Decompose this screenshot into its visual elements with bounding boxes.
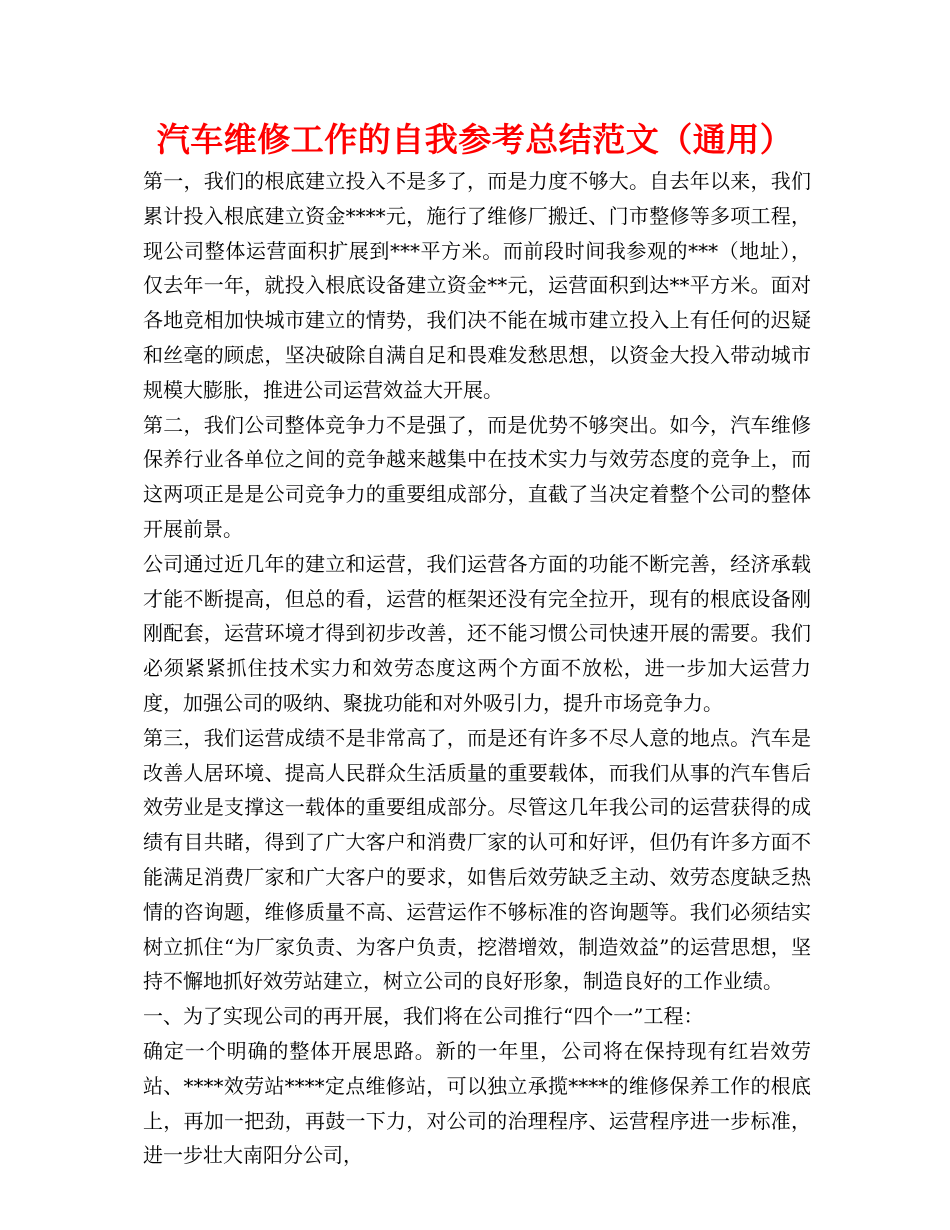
paragraph-6: 确定一个明确的整体开展思路。新的一年里，公司将在保持现有红岩效劳站、****效劳站****定点维修站，可以独立承揽****的维修保养工作的根底上，再加一把劲，再鼓一下力，对公司的治理程序、运营程序进一步标准，进一步壮大南阳分公司， [143,1038,811,1168]
document-body [143,164,811,1173]
paragraph-4: 第三，我们运营成绩不是非常高了，而是还有许多不尽人意的地点。汽车是改善人居环境、提高人民群众生活质量的重要载体，而我们从事的汽车售后效劳业是支撑这一载体的重要组成部分。尽管这几年我公司的运营获得的成绩有目共睹，得到了广大客户和消费厂家的认可和好评，但仍有许多方面不能满足消费厂家和广大客户的要求，如售后效劳缺乏主动、效劳态度缺乏热情的咨询题，维修质量不高、运营运作不够标准的咨询题等。我们必须结实树立抓住“为厂家负责、为客户负责，挖潜增效，制造效益”的运营思想，坚持不懈地抓好效劳站建立，树立公司的良好形象，制造良好的工作业绩。 [143,725,811,994]
paragraph-5: 一、为了实现公司的再开展，我们将在公司推行“四个一”工程： [143,1004,704,1029]
paragraph-2: 第二，我们公司整体竞争力不是强了，而是优势不够突出。如今，汽车维修保养行业各单位之间的竞争越来越集中在技术实力与效劳态度的竞争上，而这两项正是是公司竞争力的重要组成部分，直截了当决定着整个公司的整体开展前景。 [143,412,811,541]
paragraph-3: 公司通过近几年的建立和运营，我们运营各方面的功能不断完善，经济承载才能不断提高，但总的看，运营的框架还没有完全拉开，现有的根底设备刚刚配套，运营环境才得到初步改善，还不能习惯公司快速开展的需要。我们必须紧紧抓住技术实力和效劳态度这两个方面不放松，进一步加大运营力度，加强公司的吸纳、聚拢功能和对外吸引力，提升市场竞争力。 [143,551,811,715]
paragraph-1: 第一，我们的根底建立投入不是多了，而是力度不够大。自去年以来，我们累计投入根底建立资金****元，施行了维修厂搬迁、门市整修等多项工程，现公司整体运营面积扩展到***平方米。而前段时间我参观的***（地址），仅去年一年，就投入根底设备建立资金**元，运营面积到达**平方米。面对各地竞相加快城市建立的情势，我们决不能在城市建立投入上有任何的迟疑和丝毫的顾虑，坚决破除自满自足和畏难发愁思想，以资金大投入带动城市规模大膨胀，推进公司运营效益大开展。 [143,169,811,402]
document-title: 汽车维修工作的自我参考总结范文（通用） [156,120,794,159]
